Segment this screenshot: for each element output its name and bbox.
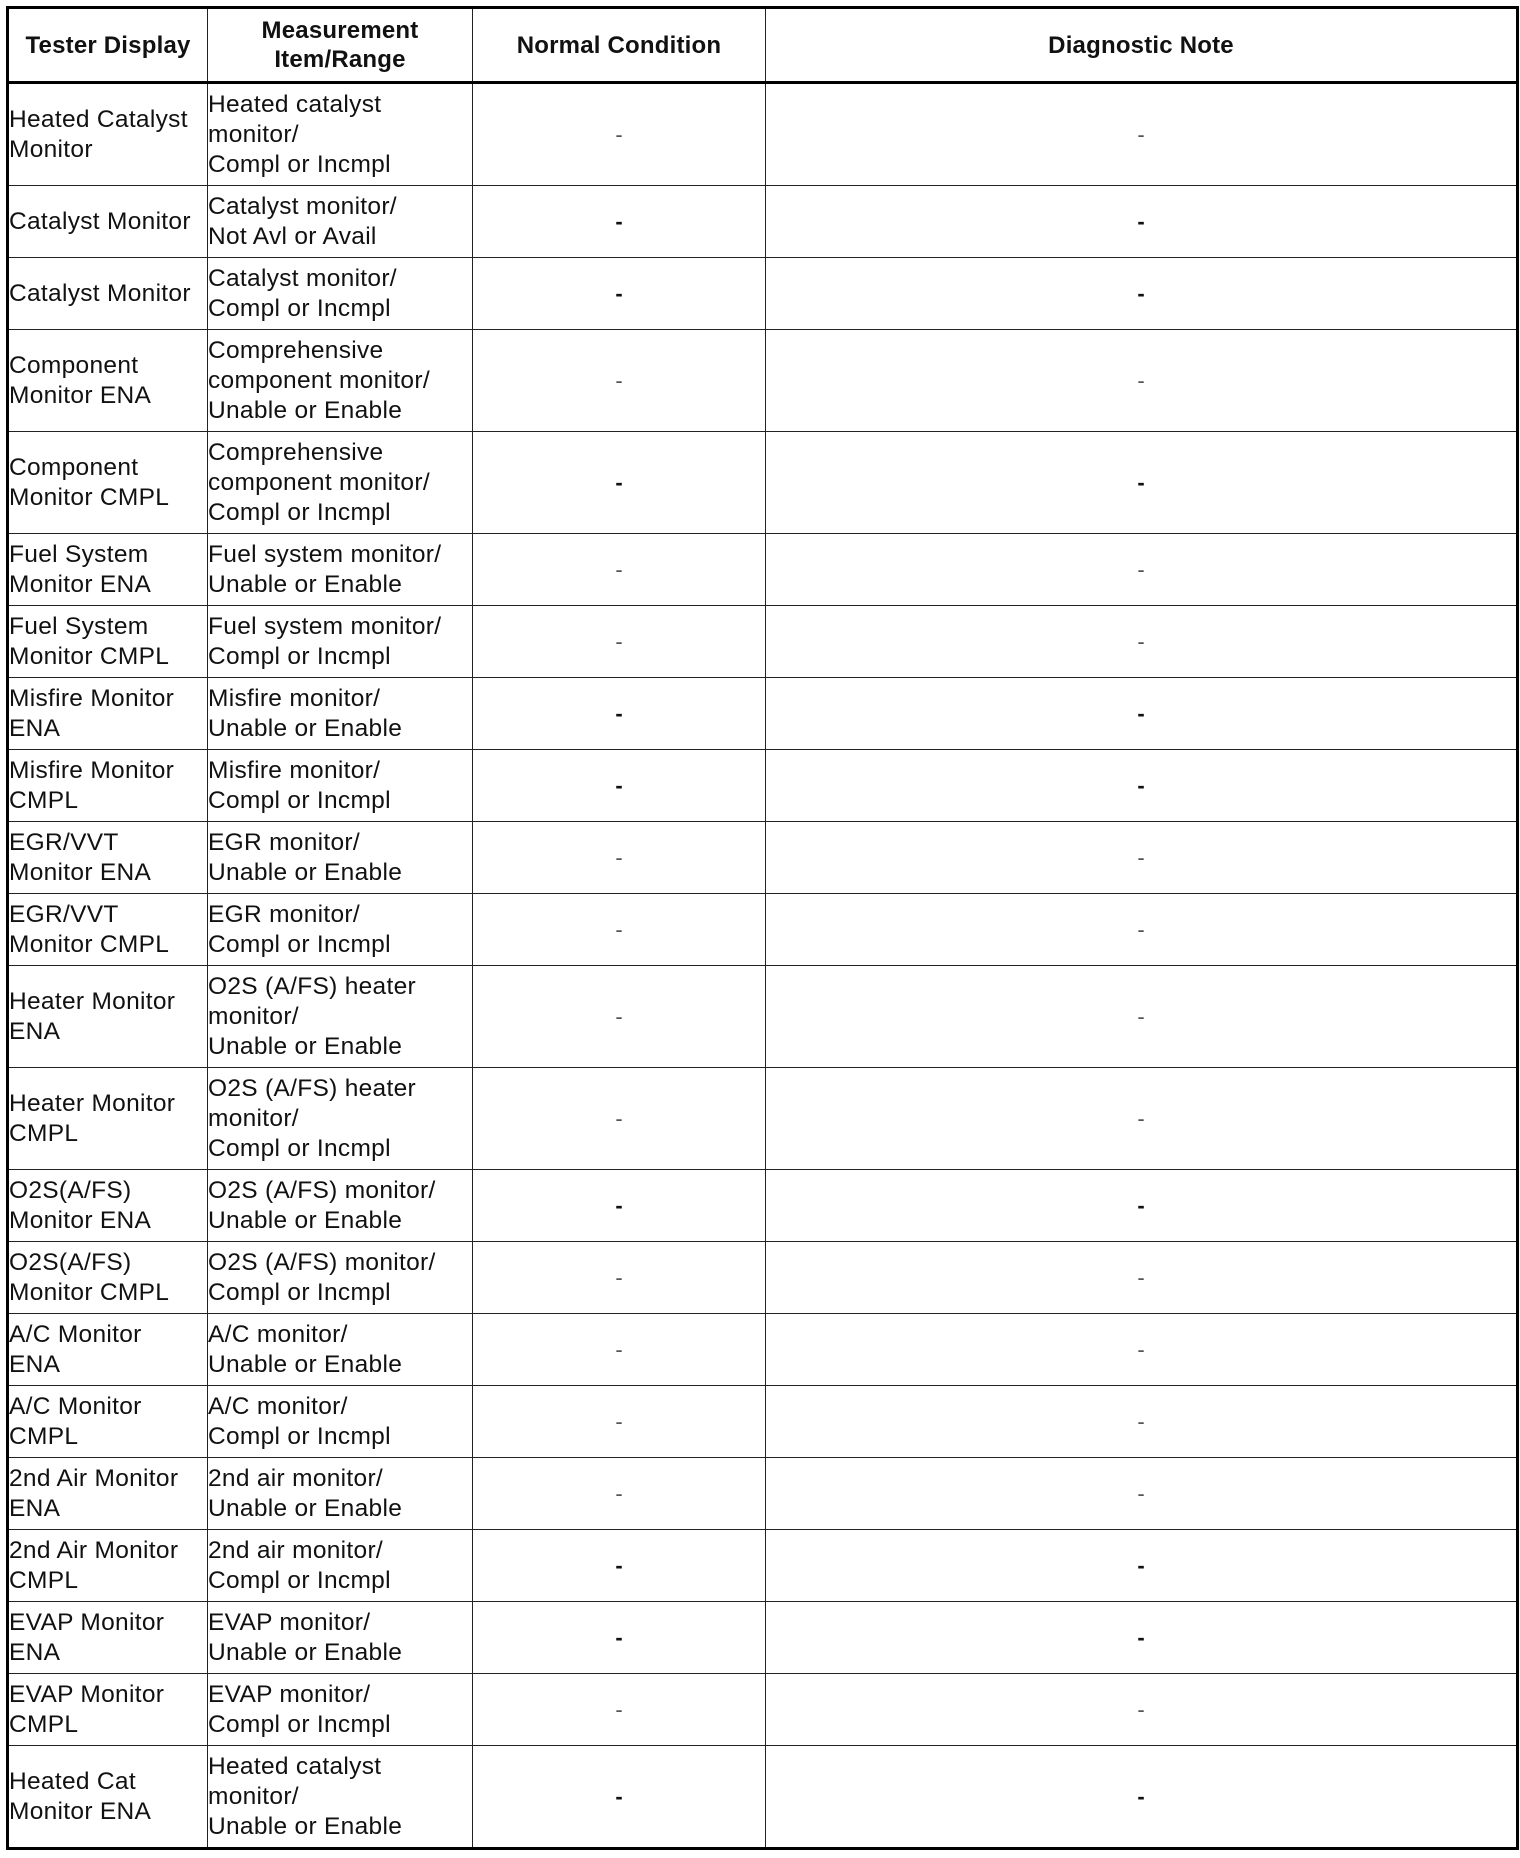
diagnostic-note-cell: - — [766, 534, 1518, 606]
measurement-range-cell: O2S (A/FS) heater monitor/ Unable or Enable — [208, 966, 473, 1068]
normal-condition-cell: - — [473, 750, 766, 822]
diagnostic-note-cell: - — [766, 83, 1518, 186]
tester-display-cell: Component Monitor CMPL — [8, 432, 208, 534]
tester-display-cell: Heater Monitor CMPL — [8, 1068, 208, 1170]
tester-display-cell: A/C Monitor ENA — [8, 1314, 208, 1386]
table-row — [8, 258, 1518, 330]
normal-condition-cell: - — [473, 83, 766, 186]
table-row — [8, 1602, 1518, 1674]
tester-display-cell: O2S(A/FS) Monitor ENA — [8, 1170, 208, 1242]
tester-display-cell: EGR/VVT Monitor ENA — [8, 822, 208, 894]
table-row — [8, 1458, 1518, 1530]
measurement-range-cell: A/C monitor/ Unable or Enable — [208, 1314, 473, 1386]
diagnostic-note-cell: - — [766, 1242, 1518, 1314]
normal-condition-cell: - — [473, 1170, 766, 1242]
normal-condition-cell: - — [473, 1458, 766, 1530]
table-row — [8, 330, 1518, 432]
diagnostic-note-cell: - — [766, 822, 1518, 894]
diagnostic-note-cell: - — [766, 1746, 1518, 1849]
diagnostic-note-cell: - — [766, 1068, 1518, 1170]
tester-display-cell: Misfire Monitor ENA — [8, 678, 208, 750]
measurement-range-cell: Comprehensive component monitor/ Unable or Enable — [208, 330, 473, 432]
normal-condition-cell: - — [473, 1386, 766, 1458]
measurement-range-cell: A/C monitor/ Compl or Incmpl — [208, 1386, 473, 1458]
tester-display-cell: Catalyst Monitor — [8, 186, 208, 258]
table-row — [8, 1170, 1518, 1242]
tester-display-cell: 2nd Air Monitor CMPL — [8, 1530, 208, 1602]
table-row — [8, 1386, 1518, 1458]
diagnostic-note-cell: - — [766, 966, 1518, 1068]
tester-display-cell: EGR/VVT Monitor CMPL — [8, 894, 208, 966]
tester-display-cell: Component Monitor ENA — [8, 330, 208, 432]
diagnostic-note-cell: - — [766, 1314, 1518, 1386]
measurement-range-cell: 2nd air monitor/ Unable or Enable — [208, 1458, 473, 1530]
diagnostic-note-cell: - — [766, 1674, 1518, 1746]
diagnostic-note-cell: - — [766, 750, 1518, 822]
tester-display-cell: O2S(A/FS) Monitor CMPL — [8, 1242, 208, 1314]
table-row — [8, 1746, 1518, 1849]
table-row — [8, 1068, 1518, 1170]
tester-display-cell: Fuel System Monitor ENA — [8, 534, 208, 606]
diagnostic-note-cell: - — [766, 1170, 1518, 1242]
diagnostic-note-cell: - — [766, 606, 1518, 678]
measurement-range-cell: EGR monitor/ Unable or Enable — [208, 822, 473, 894]
diagnostic-note-cell: - — [766, 1530, 1518, 1602]
table-row — [8, 1674, 1518, 1746]
normal-condition-cell: - — [473, 606, 766, 678]
table-row — [8, 894, 1518, 966]
normal-condition-cell: - — [473, 432, 766, 534]
diagnostic-note-cell: - — [766, 1458, 1518, 1530]
measurement-range-cell: O2S (A/FS) heater monitor/ Compl or Incmpl — [208, 1068, 473, 1170]
header-measurement-item-range: Measurement Item/Range — [208, 8, 473, 83]
table-row — [8, 606, 1518, 678]
measurement-range-cell: Catalyst monitor/ Compl or Incmpl — [208, 258, 473, 330]
measurement-range-cell: Misfire monitor/ Unable or Enable — [208, 678, 473, 750]
tester-display-cell: 2nd Air Monitor ENA — [8, 1458, 208, 1530]
tester-display-cell: Catalyst Monitor — [8, 258, 208, 330]
normal-condition-cell: - — [473, 1068, 766, 1170]
tester-display-cell: A/C Monitor CMPL — [8, 1386, 208, 1458]
table-row — [8, 750, 1518, 822]
diagnostic-note-cell: - — [766, 330, 1518, 432]
normal-condition-cell: - — [473, 1674, 766, 1746]
tester-display-cell: EVAP Monitor CMPL — [8, 1674, 208, 1746]
normal-condition-cell: - — [473, 678, 766, 750]
header-tester-display: Tester Display — [8, 8, 208, 83]
table-row — [8, 678, 1518, 750]
table-row — [8, 1530, 1518, 1602]
measurement-range-cell: O2S (A/FS) monitor/ Compl or Incmpl — [208, 1242, 473, 1314]
monitor-status-table — [6, 6, 1519, 1850]
measurement-range-cell: O2S (A/FS) monitor/ Unable or Enable — [208, 1170, 473, 1242]
normal-condition-cell: - — [473, 822, 766, 894]
diagnostic-note-cell: - — [766, 432, 1518, 534]
normal-condition-cell: - — [473, 258, 766, 330]
diagnostic-note-cell: - — [766, 678, 1518, 750]
measurement-range-cell: Fuel system monitor/ Unable or Enable — [208, 534, 473, 606]
table-row — [8, 1314, 1518, 1386]
normal-condition-cell: - — [473, 1314, 766, 1386]
measurement-range-cell: EGR monitor/ Compl or Incmpl — [208, 894, 473, 966]
measurement-range-cell: Heated catalyst monitor/ Unable or Enable — [208, 1746, 473, 1849]
measurement-range-cell: EVAP monitor/ Compl or Incmpl — [208, 1674, 473, 1746]
diagnostic-note-cell: - — [766, 1602, 1518, 1674]
normal-condition-cell: - — [473, 966, 766, 1068]
measurement-range-cell: Comprehensive component monitor/ Compl or Incmpl — [208, 432, 473, 534]
tester-display-cell: EVAP Monitor ENA — [8, 1602, 208, 1674]
table-row — [8, 432, 1518, 534]
tester-display-cell: Fuel System Monitor CMPL — [8, 606, 208, 678]
tester-display-cell: Heater Monitor ENA — [8, 966, 208, 1068]
normal-condition-cell: - — [473, 330, 766, 432]
normal-condition-cell: - — [473, 534, 766, 606]
header-normal-condition: Normal Condition — [473, 8, 766, 83]
normal-condition-cell: - — [473, 186, 766, 258]
normal-condition-cell: - — [473, 1602, 766, 1674]
table-row — [8, 1242, 1518, 1314]
tester-display-cell: Heated Cat Monitor ENA — [8, 1746, 208, 1849]
measurement-range-cell: EVAP monitor/ Unable or Enable — [208, 1602, 473, 1674]
tester-display-cell: Heated Catalyst Monitor — [8, 83, 208, 186]
diagnostic-note-cell: - — [766, 186, 1518, 258]
normal-condition-cell: - — [473, 894, 766, 966]
table-row — [8, 186, 1518, 258]
table-header-row — [8, 8, 1518, 83]
table-row — [8, 822, 1518, 894]
diagnostic-table-container — [6, 6, 1516, 1850]
measurement-range-cell: Heated catalyst monitor/ Compl or Incmpl — [208, 83, 473, 186]
header-diagnostic-note: Diagnostic Note — [766, 8, 1518, 83]
normal-condition-cell: - — [473, 1242, 766, 1314]
diagnostic-note-cell: - — [766, 258, 1518, 330]
measurement-range-cell: Fuel system monitor/ Compl or Incmpl — [208, 606, 473, 678]
table-row — [8, 966, 1518, 1068]
measurement-range-cell: Catalyst monitor/ Not Avl or Avail — [208, 186, 473, 258]
normal-condition-cell: - — [473, 1746, 766, 1849]
table-row — [8, 534, 1518, 606]
measurement-range-cell: 2nd air monitor/ Compl or Incmpl — [208, 1530, 473, 1602]
diagnostic-note-cell: - — [766, 1386, 1518, 1458]
diagnostic-note-cell: - — [766, 894, 1518, 966]
tester-display-cell: Misfire Monitor CMPL — [8, 750, 208, 822]
measurement-range-cell: Misfire monitor/ Compl or Incmpl — [208, 750, 473, 822]
normal-condition-cell: - — [473, 1530, 766, 1602]
table-row — [8, 83, 1518, 186]
